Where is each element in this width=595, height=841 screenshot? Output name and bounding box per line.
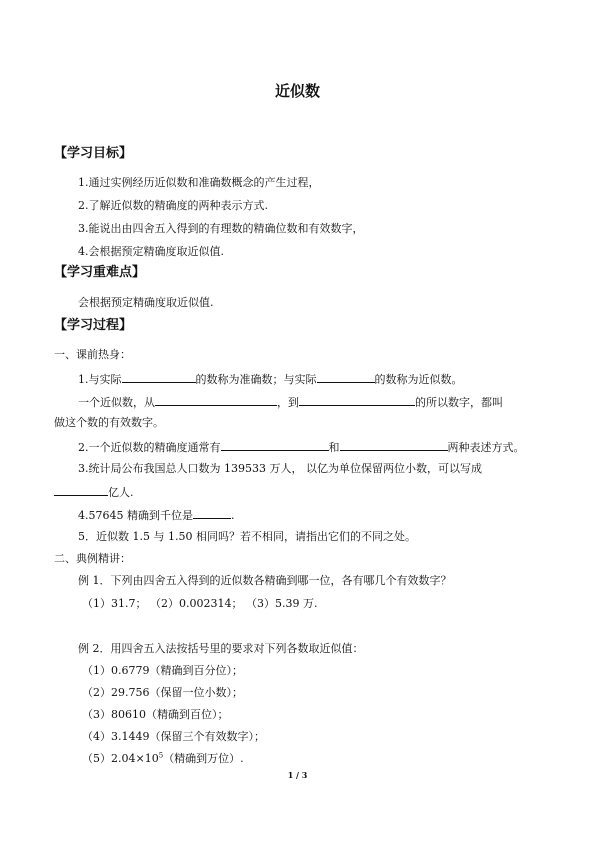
goal-item: 2.了解近似数的精确度的两种表示方式. <box>78 199 268 212</box>
answer-blank[interactable] <box>54 484 108 496</box>
text: 1.与实际 <box>78 373 122 386</box>
answer-blank[interactable] <box>221 439 329 451</box>
text: 和 <box>328 441 340 454</box>
warmup-question-1-end: 做这个数的有效数字。 <box>54 416 164 429</box>
warmup-label: 一、课前热身： <box>54 348 131 361</box>
key-heading: 【学习重难点】 <box>54 265 146 280</box>
warmup-question-2 <box>78 439 525 455</box>
warmup-question-1 <box>78 371 463 387</box>
text: ，到 <box>277 396 299 409</box>
text: 亿人. <box>108 486 134 499</box>
answer-blank[interactable] <box>317 371 375 383</box>
page-title: 近似数 <box>274 82 320 100</box>
example-2-item: （3）80610（精确到百位）； <box>82 708 229 721</box>
goals-heading: 【学习目标】 <box>54 146 133 161</box>
page-number: 1 / 3 <box>287 770 308 780</box>
answer-blank[interactable] <box>122 371 196 383</box>
warmup-question-3-cont <box>54 484 134 500</box>
text: 的数称为准确数；与实际 <box>195 373 317 386</box>
key-text: 会根据预定精确度取近似值. <box>78 296 214 309</box>
example-2-item: （2）29.756（保留一位小数）； <box>82 686 243 699</box>
answer-blank[interactable] <box>193 507 231 519</box>
text: （精确到万位）. <box>163 752 244 765</box>
example-2: 例 2．用四舍五入法按括号里的要求对下列各数取近似值： <box>78 642 364 655</box>
text: （5）2.04×10 <box>82 752 159 765</box>
example-2-item <box>82 752 244 766</box>
text: 的数称为近似数。 <box>374 373 463 386</box>
example-1: 例 1．下列由四舍五入得到的近似数各精确到哪一位，各有哪几个有效数字？ <box>78 574 452 587</box>
answer-blank[interactable] <box>155 394 277 406</box>
answer-blank[interactable] <box>299 394 415 406</box>
goal-item: 1.通过实例经历近似数和准确数概念的产生过程， <box>78 176 320 189</box>
text: 4.57645 精确到千位是 <box>78 509 193 522</box>
example-2-item: （4）3.1449（保留三个有效数字）； <box>82 730 265 743</box>
text: 的所以数字，都叫 <box>415 396 503 409</box>
example-1-items: （1）31.7； （2）0.002314； （3）5.39 万. <box>82 597 318 610</box>
goal-item: 4.会根据预定精确度取近似值. <box>78 245 224 258</box>
warmup-question-1-cont <box>78 394 503 410</box>
answer-blank[interactable] <box>340 439 448 451</box>
goal-item: 3.能说出由四舍五入得到的有理数的精确位数和有效数字， <box>78 222 364 235</box>
text: 一个近似数，从 <box>78 396 155 409</box>
text: 两种表述方式。 <box>447 441 525 454</box>
exponent: 5 <box>158 751 164 760</box>
example-2-item: （1）0.6779（精确到百分位）； <box>82 664 243 677</box>
examples-label: 二、典例精讲： <box>54 552 131 565</box>
warmup-question-3: 3.统计局公布我国总人口数为 139533 万人， 以亿为单位保留两位小数，可以写成 <box>78 462 482 475</box>
text: 2.一个近似数的精确度通常有 <box>78 441 221 454</box>
process-heading: 【学习过程】 <box>54 318 133 333</box>
warmup-question-4 <box>78 507 234 523</box>
warmup-question-5: 5．近似数 1.5 与 1.50 相同吗？若不相同，请指出它们的不同之处。 <box>78 530 416 543</box>
text: . <box>230 509 235 522</box>
